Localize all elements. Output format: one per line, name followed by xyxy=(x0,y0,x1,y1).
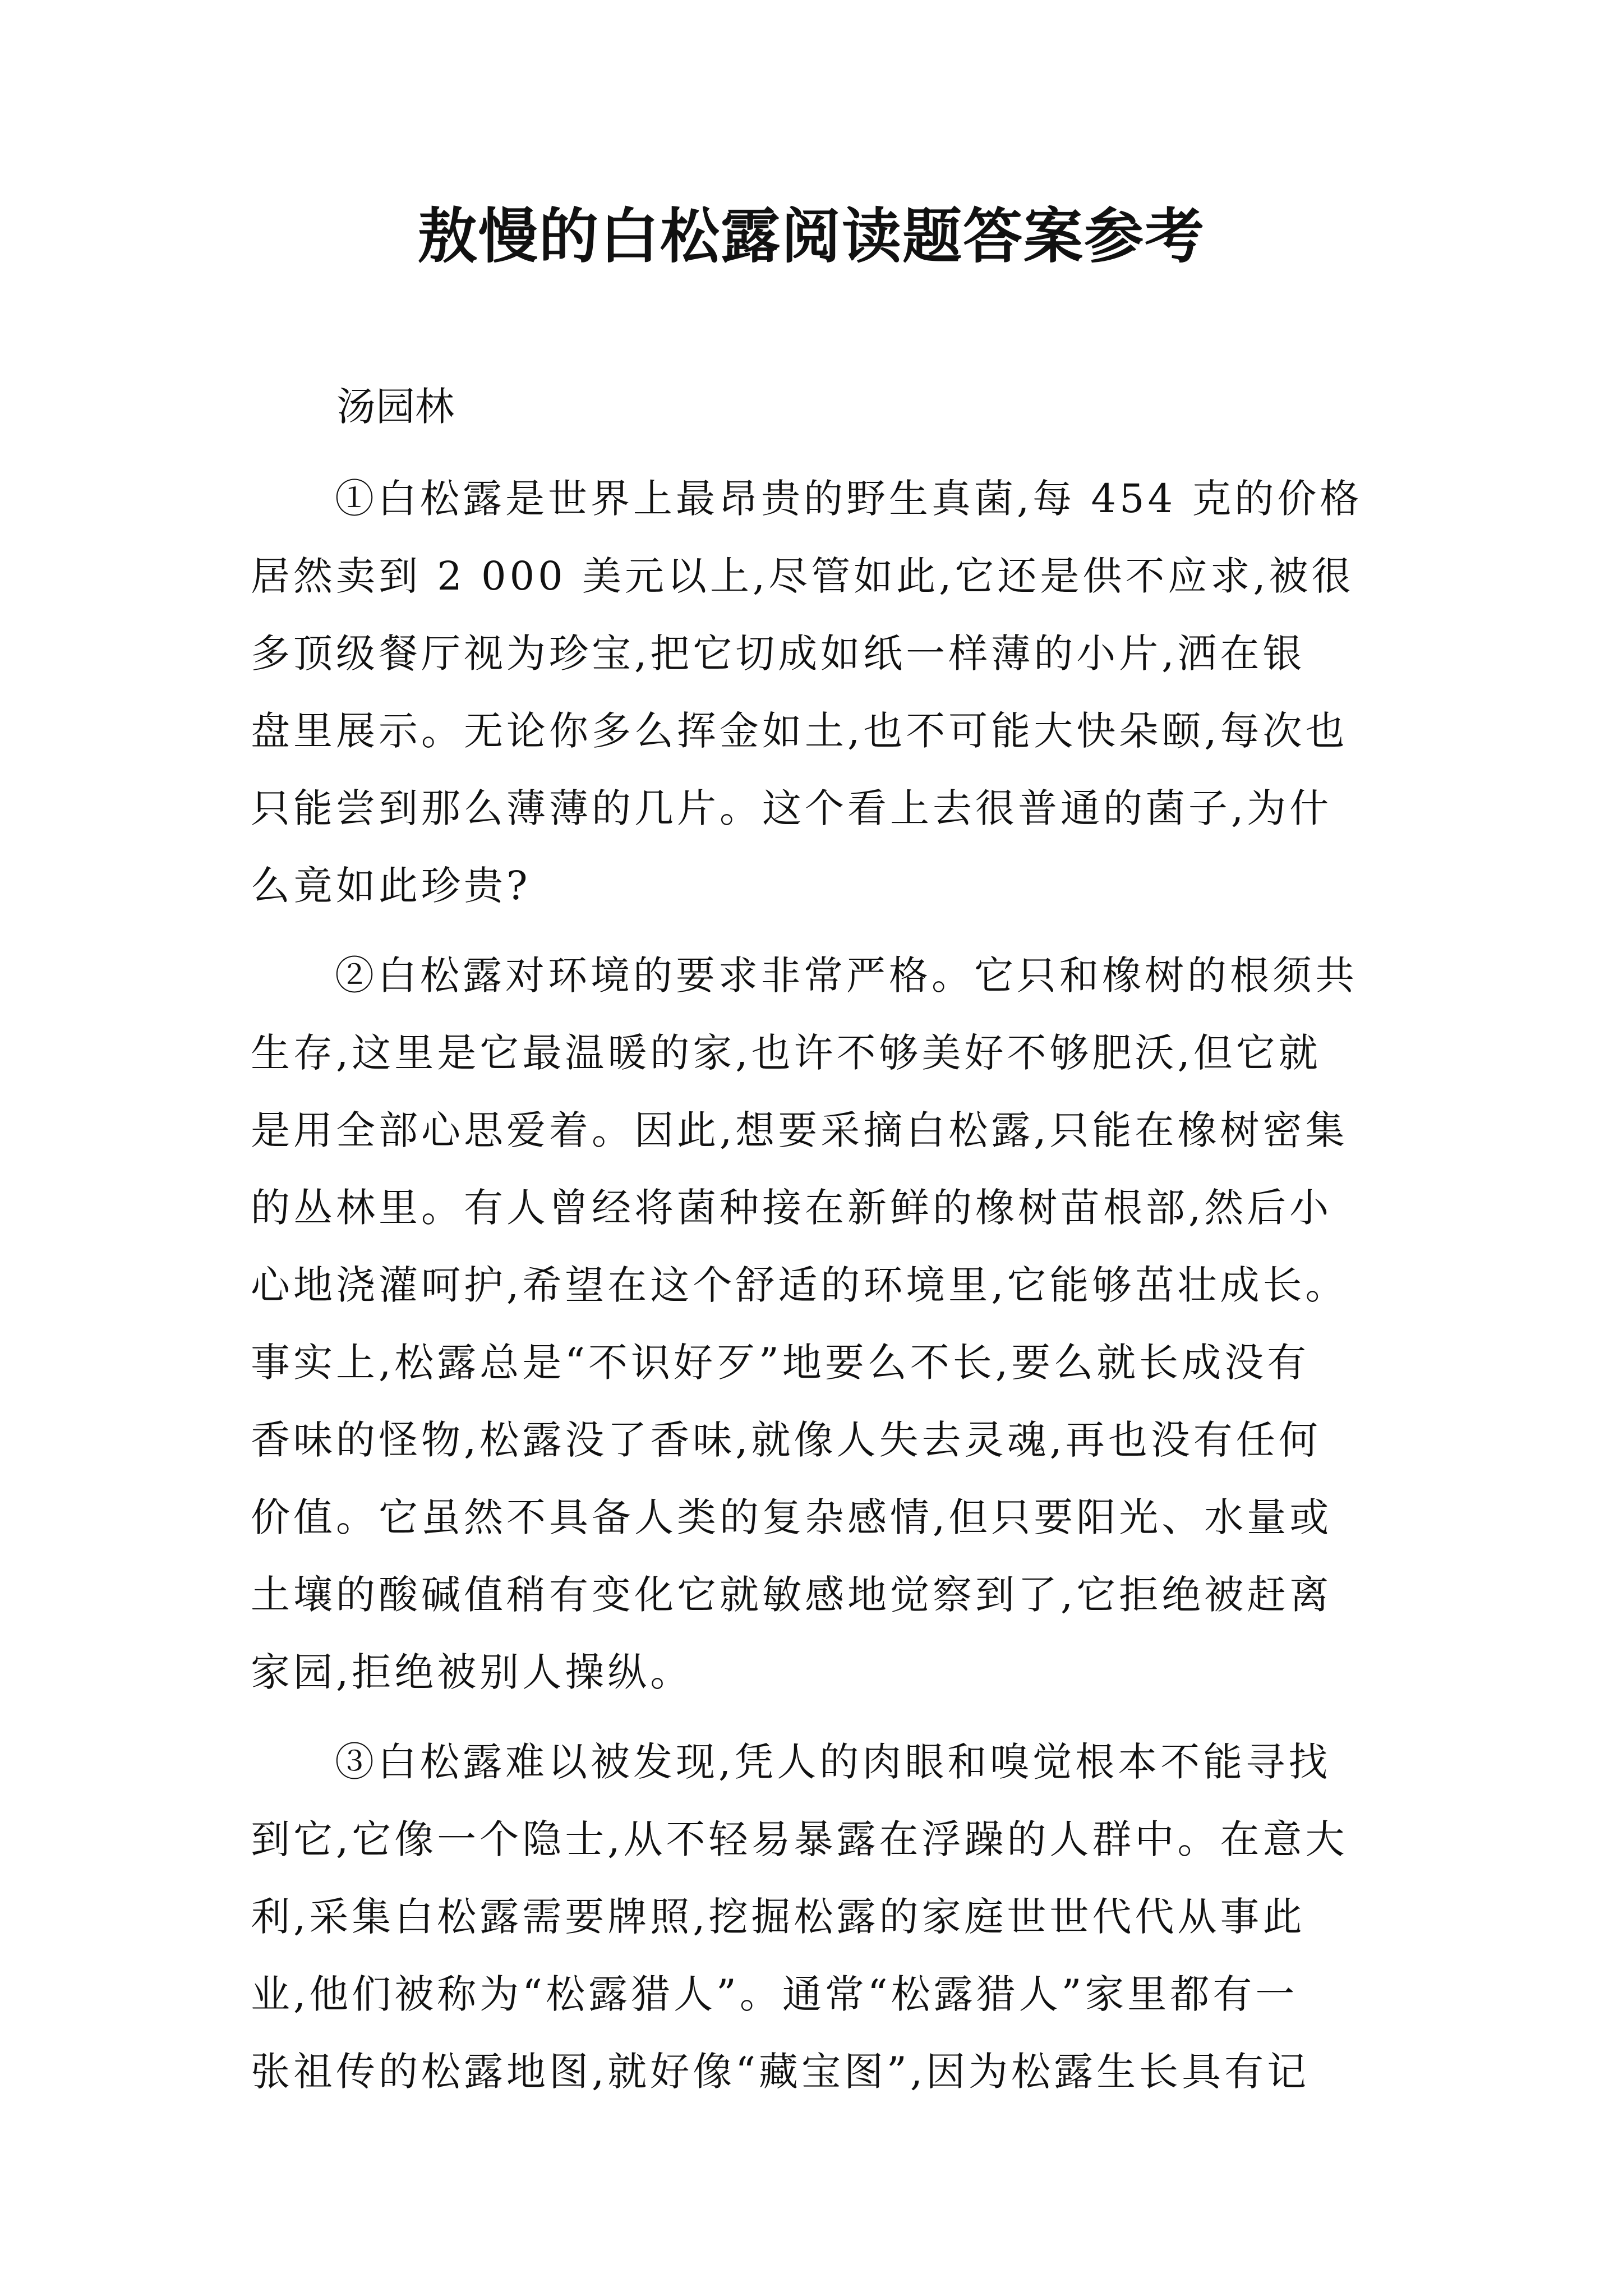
paragraph-1 xyxy=(251,460,1395,924)
text-line: 事实上,松露总是“不识好歹”地要么不长,要么就长成没有 xyxy=(251,1340,1310,1386)
text-line: 业,他们被称为“松露猎人”。通常“松露猎人”家里都有一 xyxy=(251,1971,1298,2017)
paragraph-3 xyxy=(251,1723,1395,2110)
text-line: 价值。它虽然不具备人类的复杂感情,但只要阳光、水量或 xyxy=(251,1494,1332,1540)
text-line: 土壤的酸碱值稍有变化它就敏感地觉察到了,它拒绝被赶离 xyxy=(251,1572,1332,1618)
text-line: 到它,它像一个隐士,从不轻易暴露在浮躁的人群中。在意大 xyxy=(251,1816,1348,1862)
document-title: 敖慢的白松露阅读题答案参考 xyxy=(418,202,1205,271)
text-line: 盘里展示。无论你多么挥金如土,也不可能大快朵颐,每次也 xyxy=(251,708,1348,754)
text-line: 生存,这里是它最温暖的家,也许不够美好不够肥沃,但它就 xyxy=(251,1030,1321,1076)
paragraph-2 xyxy=(251,937,1395,1711)
text-line: ②白松露对环境的要求非常严格。它只和橡树的根须共 xyxy=(335,953,1358,999)
article-body xyxy=(251,460,1395,2110)
text-line: 么竟如此珍贵? xyxy=(251,863,531,909)
text-line: 多顶级餐厅视为珍宝,把它切成如纸一样薄的小片,洒在银 xyxy=(251,631,1306,677)
author-name: 汤园林 xyxy=(336,384,454,430)
text-line: ③白松露难以被发现,凭人的肉眼和嗅觉根本不能寻找 xyxy=(335,1739,1331,1785)
text-line: 居然卖到 2 000 美元以上,尽管如此,它还是供不应求,被很 xyxy=(251,553,1354,599)
text-line: 只能尝到那么薄薄的几片。这个看上去很普通的菌子,为什 xyxy=(251,785,1332,831)
text-line: 的丛林里。有人曾经将菌种接在新鲜的橡树苗根部,然后小 xyxy=(251,1185,1332,1231)
text-line: 是用全部心思爱着。因此,想要采摘白松露,只能在橡树密集 xyxy=(251,1107,1348,1153)
text-line: 张祖传的松露地图,就好像“藏宝图”,因为松露生长具有记 xyxy=(251,2049,1310,2095)
text-line: 家园,拒绝被别人操纵。 xyxy=(251,1649,693,1695)
text-line: ①白松露是世界上最昂贵的野生真菌,每 454 克的价格 xyxy=(335,476,1363,522)
text-line: 利,采集白松露需要牌照,挖掘松露的家庭世世代代从事此 xyxy=(251,1894,1306,1940)
text-line: 香味的怪物,松露没了香味,就像人失去灵魂,再也没有任何 xyxy=(251,1417,1321,1463)
text-line: 心地浇灌呵护,希望在这个舒适的环境里,它能够茁壮成长。 xyxy=(251,1262,1348,1308)
